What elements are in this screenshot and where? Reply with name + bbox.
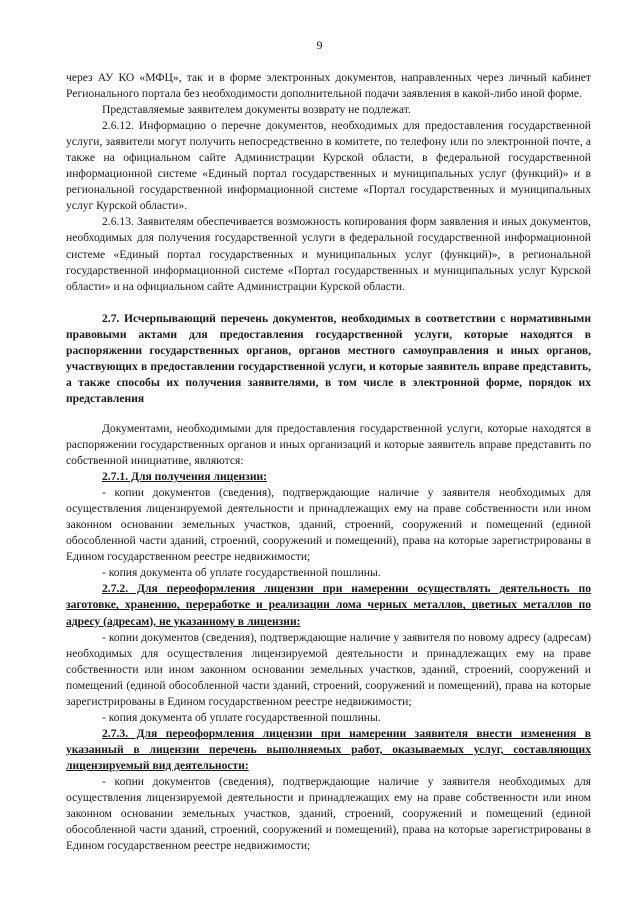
subsection-title-2-7-3	[66, 726, 591, 774]
section-intro: Документами, необходимыми для предоставления государственной услуги, которые находятся в распоряжении государственных органов и иных организаций и которые заявитель вправе представить по собственной инициативе, являются:	[66, 421, 591, 468]
list-item: - копии документов (сведения), подтверждающие наличие у заявителя необходимых для осуществления лицензируемой деятельности и принадлежащих ему на праве собственности или ином законном основании земельных участков, зданий, строений, сооружений и помещений (единой обособленной части зданий, строений, сооружений и помещений), права на которые зарегистрированы в Едином государственном реестре недвижимости;	[66, 486, 591, 564]
list-item: - копия документа об уплате государственной пошлины.	[102, 566, 381, 580]
page-number: 9	[316, 38, 323, 52]
list-item: - копии документов (сведения), подтверждающие наличие у заявителя необходимых для осуществления лицензируемой деятельности и принадлежащих ему на праве собственности или ином законном основании земельных участков, зданий, строений, сооружений и помещений (единой обособленной части зданий, строений, сооружений и помещений), права на которые зарегистрированы в Едином государственном реестре недвижимости;	[66, 774, 591, 853]
section-heading-2-7: 2.7. Исчерпывающий перечень документов, необходимых в соответствии с нормативными правовыми актами для предоставления государственной услуги, которые находятся в распоряжении государственных органов, органов местного самоуправления и иных органов, участвующих в предоставлении государственной услуги, и которые заявитель вправе представить, а также способы их получения заявителями, в том числе в электронной форме, порядок их представления	[66, 311, 591, 405]
paragraph-2-6-13: 2.6.13. Заявителям обеспечивается возможность копирования форм заявления и иных документов, необходимых для получения государственной услуги в федеральной государственной информационной системе «Единый портал государственных и муниципальных услуг (функций)», в региональной государственной информационной системе «Портал государственных и муниципальных услуг Курской области» и на официальном сайте Администрации Курской области.	[66, 215, 591, 293]
list-item: - копия документа об уплате государственной пошлины.	[102, 710, 381, 724]
paragraph-no-return: Представляемые заявителем документы возврату не подлежат.	[102, 103, 411, 117]
paragraph-2-6-12: 2.6.12. Информацию о перечне документов, необходимых для предоставления государственной услуги, заявители могут получить непосредственно в комитете, по телефону или по электронной почте, а также на официальном сайте Администрации Курской области, в федеральной государственной информационной системе «Единый портал государственных и муниципальных услуг (функций)» и в региональной государственной информационной системе «Портал государственных и муниципальных услуг Курской области».	[66, 119, 591, 213]
subsection-title-2-7-1	[66, 469, 591, 485]
list-item: - копии документов (сведения), подтверждающие наличие у заявителя по новому адресу (адресам) необходимых для осуществления лицензируемой деятельности и принадлежащих ему на праве собственности или ином законном основании земельных участков, зданий, строений, сооружений и помещений (единой обособленной части зданий, строений, сооружений и помещений), права на которые зарегистрированы в Едином государственном реестре недвижимости;	[66, 630, 591, 708]
subsection-title-text: 2.7.3. Для переоформления лицензии при намерении заявителя внести изменения в указанный в лицензии перечень выполняемых работ, оказываемых услуг, составляющих лицензируемый вид деятельности:	[66, 726, 591, 772]
document-body	[66, 70, 591, 854]
subsection-title-2-7-2	[66, 581, 591, 629]
subsection-title-text: 2.7.2. Для переоформления лицензии при намерении осуществлять деятельность по заготовке, хранению, переработке и реализации лома черных металлов, цветных металлов по адресу (адресам), не указанному в лицензии:	[66, 582, 591, 628]
paragraph-continuation: через АУ КО «МФЦ», так и в форме электронных документов, направленных через личный кабинет Регионального портала без необходимости дополнительной подачи заявления в какой-либо иной форме.	[66, 71, 591, 101]
subsection-title-text: 2.7.1. Для получения лицензии:	[102, 470, 268, 484]
